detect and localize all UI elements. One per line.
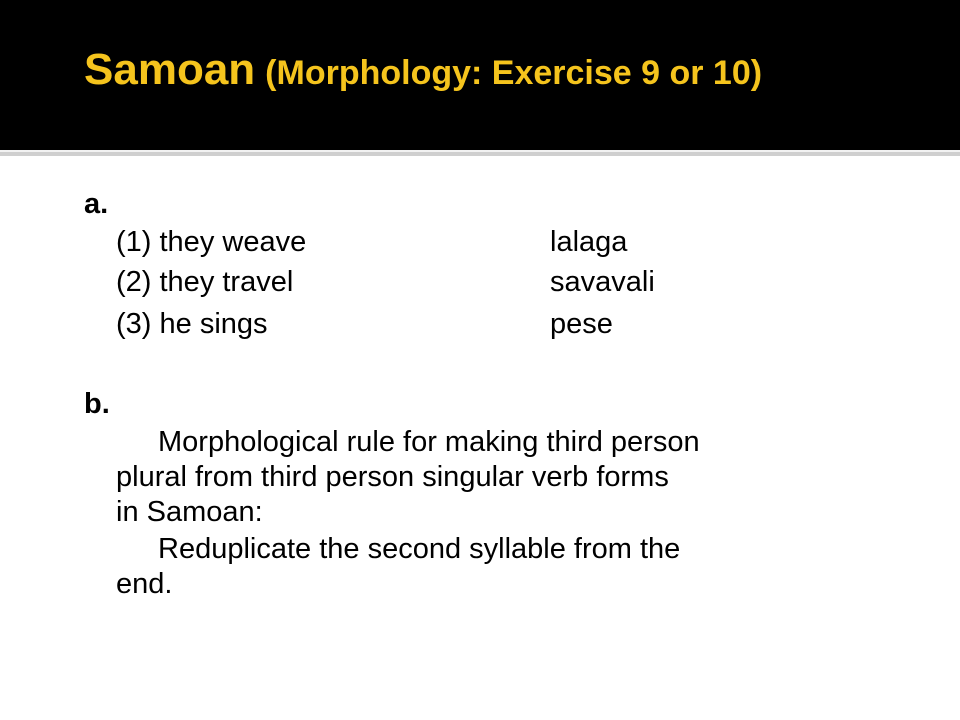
rule-text-line-5: end. bbox=[116, 568, 173, 600]
example-3-gloss: (3) he sings bbox=[116, 308, 268, 340]
title-subtitle: (Morphology: Exercise 9 or 10) bbox=[265, 54, 763, 92]
rule-text-line-1: Morphological rule for making third person bbox=[158, 426, 700, 458]
example-1-gloss: (1) they weave bbox=[116, 226, 307, 258]
example-3-form: pese bbox=[550, 308, 613, 340]
example-1-form: lalaga bbox=[550, 226, 628, 258]
title-main: Samoan bbox=[84, 45, 256, 94]
rule-text-line-3: in Samoan: bbox=[116, 496, 263, 528]
part-b-label: b. bbox=[84, 388, 110, 420]
part-a-label: a. bbox=[84, 188, 109, 220]
title-banner bbox=[0, 0, 960, 150]
rule-text-line-4: Reduplicate the second syllable from the bbox=[158, 533, 681, 565]
example-2-gloss: (2) they travel bbox=[116, 266, 294, 298]
rule-text-line-2: plural from third person singular verb forms bbox=[116, 461, 669, 493]
example-2-form: savavali bbox=[550, 266, 655, 298]
slide-title bbox=[84, 45, 763, 94]
title-divider bbox=[0, 152, 960, 156]
